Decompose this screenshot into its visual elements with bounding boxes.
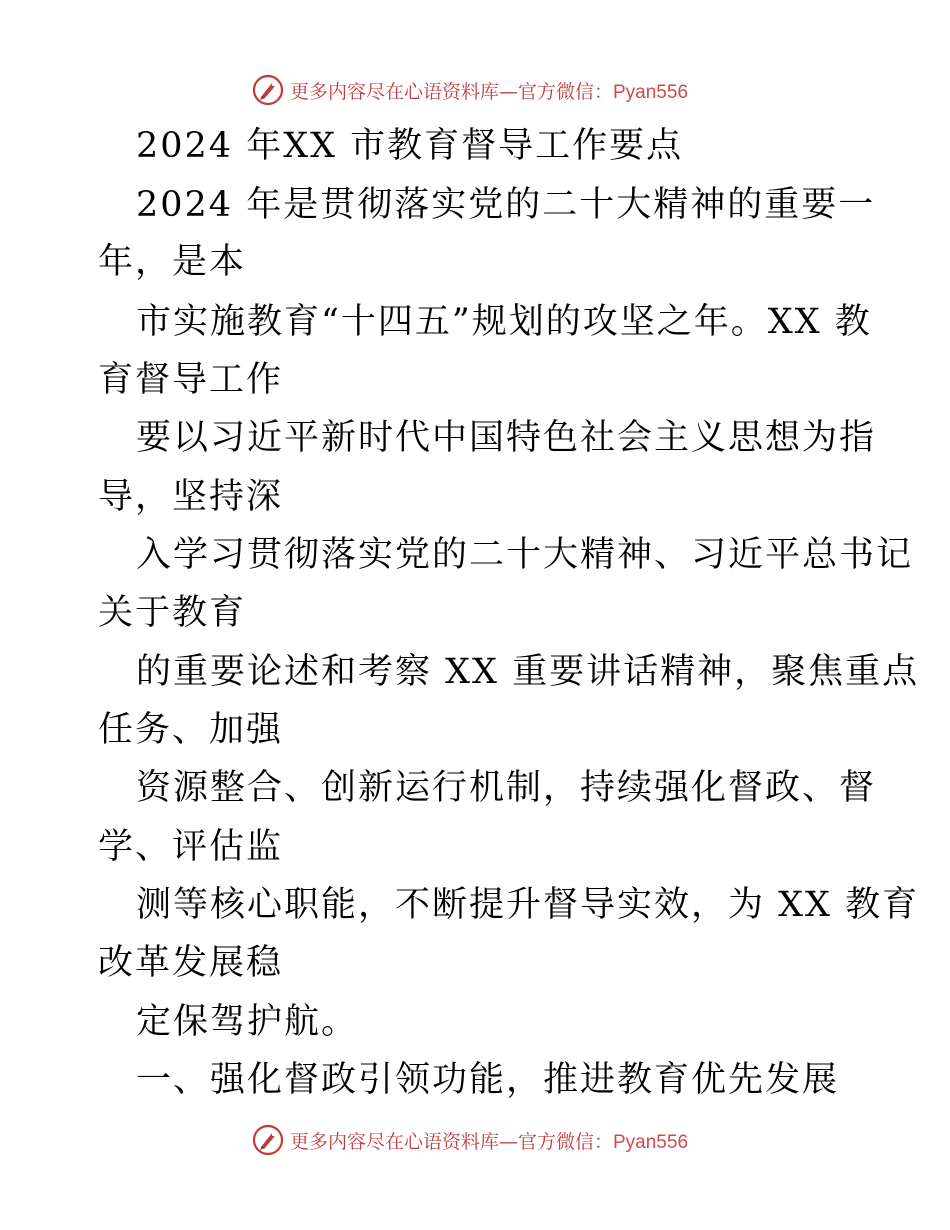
header-watermark: [0, 70, 950, 110]
paragraph-line: 2024 年是贯彻落实党的二十大精神的重要一: [136, 185, 876, 225]
watermark-group: [252, 74, 688, 106]
paragraph-line: 任务、加强: [98, 710, 284, 750]
watermark-wechat-id: Pyan556: [613, 1131, 689, 1153]
paragraph-line: 定保驾护航。: [136, 1002, 359, 1042]
paragraph-line: 年，是本: [98, 242, 247, 282]
watermark-wechat-label: 官方微信：: [517, 1130, 613, 1153]
watermark-dash: —: [498, 1130, 518, 1153]
paragraph-line: 资源整合、创新运行机制，持续强化督政、督: [136, 768, 877, 808]
paragraph-line: 育督导工作: [98, 360, 284, 400]
paragraph-line: 的重要论述和考察 XX 重要讲话精神，聚焦重点: [136, 652, 920, 692]
paragraph-line: 市实施教育“十四五”规划的攻坚之年。XX 教: [136, 302, 872, 342]
watermark-main-text: 更多内容尽在心语资料库: [289, 1130, 499, 1153]
watermark-text: [290, 77, 688, 104]
section-heading: 一、强化督政引领功能，推进教育优先发展: [136, 1060, 840, 1100]
watermark-wechat-id: Pyan556: [613, 81, 689, 103]
paragraph-line: 要以习近平新时代中国特色社会主义思想为指: [136, 418, 877, 458]
document-title: 2024 年XX 市教育督导工作要点: [136, 126, 684, 166]
watermark-dash: —: [498, 80, 518, 103]
watermark-text: [290, 1127, 688, 1154]
paragraph-line: 关于教育: [98, 593, 247, 633]
footer-watermark: [0, 1120, 950, 1160]
watermark-group: [252, 1124, 688, 1156]
paragraph-line: 导，坚持深: [98, 477, 284, 517]
paragraph-line: 测等核心职能，不断提升督导实效，为 XX 教育: [136, 885, 920, 925]
paragraph-line: 改革发展稳: [98, 943, 284, 983]
paragraph-line: 学、评估监: [98, 827, 284, 867]
paragraph-line: 入学习贯彻落实党的二十大精神、习近平总书记: [136, 535, 914, 575]
watermark-wechat-label: 官方微信：: [517, 80, 613, 103]
watermark-main-text: 更多内容尽在心语资料库: [289, 80, 499, 103]
pen-nib-logo-icon: [252, 74, 284, 106]
pen-nib-logo-icon: [252, 1124, 284, 1156]
